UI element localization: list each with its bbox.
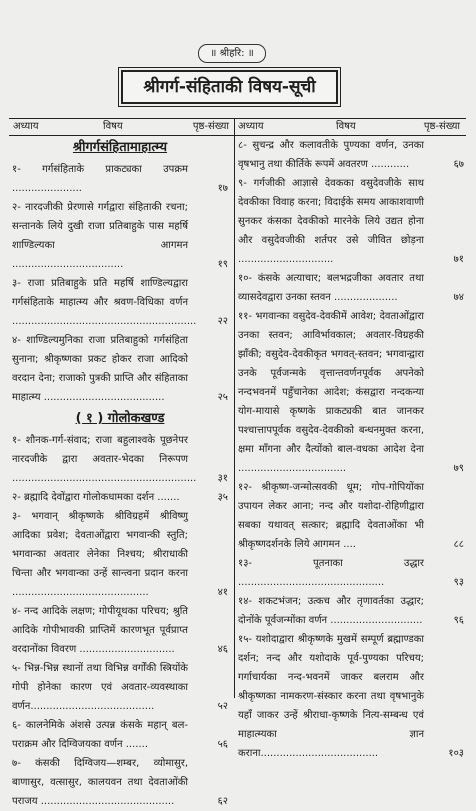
entry-text: ८- सुचन्द्र और कलावतीके पुण्यका वर्णन, उनका वृषभानु तथा कीर्तिके रूपमें अवतरण ............ [238,140,424,170]
chapter-column-label: अध्याय [238,121,264,132]
toc-entry [238,307,464,478]
entry-text: १०- कंसके अत्याचार; बलभद्रजीका अवतार तथा व्यासदेवद्वारा उनका स्तवन .................... [238,273,424,303]
left-column-header [9,118,235,136]
toc-entry [12,160,228,198]
entry-page-number: २५ [217,392,228,403]
toc-entry [12,331,228,407]
entry-text: ४- शाण्डिल्यमुनिका राजा प्रतिबाहुको गर्गसंहिता सुनाना; श्रीकृष्णका प्रकट होकर राजा आदिको वरदान देना; राजाको पुत्रकी प्राप्ति और संहिताका माहात्म्य ...................................... [12,335,188,403]
right-column [238,136,464,763]
entry-text: १४- शकटभंजन; उत्कच और तृणावर्तका उद्धार; दोनोंके पूर्वजन्मोंका वर्णन ............................. [238,596,424,626]
toc-entry [12,659,228,716]
entry-page-number: ६२ [217,796,228,807]
entry-page-number: ३१ [217,473,228,484]
entry-text: ९- गर्गजीकी आज्ञासे देवकका वसुदेवजीके साथ देवकीका विवाह करना; विदाईके समय आकाशवाणी सुनकर कंसका देवकीको मारनेके लिये उद्यत होना और वसुदेवजीकी शर्तपर उसे जीवित छोड़ना .............................. [238,178,424,265]
entry-text: २- नारदजीकी प्रेरणासे गर्गद्वारा संहिताकी रचना; सन्तानके लिये दुखी राजा प्रतिबाहुके पास महर्षि शाण्डिल्यका आगमन ................................... [12,202,188,270]
entry-text: २- ब्रह्मादि देवोंद्वारा गोलोकधामका दर्शन ....... [12,492,180,503]
toc-entry [238,136,464,174]
entry-page-number: ६७ [453,159,464,170]
toc-entry [238,478,464,554]
entry-page-number: १९ [217,259,228,270]
toc-entry [12,507,228,602]
entry-page-number: ५६ [217,739,228,750]
entry-text: १३- पूतनाका उद्धार .............................................. [238,558,424,588]
toc-entry [238,630,464,763]
entry-text: ३- राजा प्रतिबाहुके प्रति महर्षि शाण्डिल्यद्वारा गर्गसंहिताके माहात्म्य और श्रवण-विधिका वर्णन .......................................................... [12,278,197,327]
shri-hari-header: ॥ श्रीहरि: ॥ [198,44,266,63]
toc-entry [12,198,228,274]
entry-page-number: २२ [217,316,228,327]
entry-page-number: ३५ [217,492,228,503]
right-entries [238,136,464,763]
entry-page-number: ७१ [453,254,464,265]
entry-page-number: ४१ [217,587,228,598]
page-column-label: पृष्ठ-संख्या [192,121,229,132]
chapter-column-label: अध्याय [13,121,39,132]
entry-page-number: ९६ [453,615,464,626]
entry-page-number: ७४ [453,292,464,303]
entry-text: १- गर्गसंहिताके प्राकट्यका उपक्रम ...................... [12,164,188,194]
entry-page-number: १७ [217,183,228,194]
entry-text: ६- कालनेमिके अंशसे उत्पन्न कंसके महान् बल-पराक्रम और दिग्विजयका वर्णन ....... [12,720,188,750]
toc-entry [238,174,464,269]
entry-page-number: ७९ [453,463,464,474]
entry-text: ३- भगवान् श्रीकृष्णके श्रीविग्रहमें श्रीविष्णु आदिका प्रवेश; देवताओंद्वारा भगवान्की स्तुति; भगवान्का अवतार लेनेका निश्चय; श्रीराधाकी चिन्ता और भगवान्का उन्हें सान्त्वना प्रदान करना ........................................... [12,511,188,598]
toc-entry [238,554,464,592]
toc-entry [12,274,228,331]
left-column [12,136,228,811]
toc-entry [12,754,228,811]
entry-text: ५- भिन्न-भिन्न स्थानों तथा विभिन्न वर्गोंकी स्त्रियोंके गोपी होनेका कारण एवं अवतार-व्यवस्थाका वर्णन....................................... [12,663,188,712]
entry-page-number: ९३ [453,577,464,588]
toc-entry [12,602,228,659]
toc-entry [12,431,228,488]
entry-text: १२- श्रीकृष्ण-जन्मोत्सवकी धूम; गोप-गोपियोंका उपायन लेकर आना; नन्द और यशोदा-रोहिणीद्वारा सबका यथावत् सत्कार; ब्रह्मादि देवताओंका भी श्रीकृष्णदर्शनके लिये आगमन .... [238,482,424,550]
column-divider [234,118,235,698]
section-heading-mahatmya: श्रीगर्गसंहितामाहात्म्य [72,140,168,155]
golok-entries [12,431,228,811]
entry-text: ७- कंसकी दिग्विजय—शम्बर, व्योमासुर, बाणासुर, वत्सासुर, कालयवन तथा देवताओंकी पराजय .......................................... [12,758,188,807]
entry-page-number: ५२ [217,701,228,712]
entry-page-number: १०३ [448,748,464,759]
right-column-header [234,118,466,136]
entry-text: १५- यशोदाद्वारा श्रीकृष्णके मुखमें सम्पूर्ण ब्रह्माण्डका दर्शन; नन्द और यशोदाके पूर्व-पुण्यका परिचय; गर्गाचार्यका नन्द-भवनमें जाकर बलराम और श्रीकृष्णका नामकरण-संस्कार करना तथा वृषभानुके यहाँ जाकर उन्हें श्रीराधा-कृष्णके नित्य-सम्बन्ध एवं माहात्म्यका ज्ञान कराना..................................... [238,634,424,759]
subject-column-label: विषय [103,121,123,132]
page-title: श्रीगर्ग-संहिताकी विषय-सूची [121,70,338,104]
page-column-label: पृष्ठ-संख्या [423,121,460,132]
subject-column-label: विषय [336,121,356,132]
mahatmya-entries [12,160,228,407]
entry-text: ११- भगवान्का वसुदेव-देवकीमें आवेश; देवताओंद्वारा उनका स्तवन; आविर्भावकाल; अवतार-विग्रहकी झाँकी; वसुदेव-देवकीकृत भगवत्-स्तवन; भगवान्द्वारा उनके पूर्वजन्मके वृत्तान्तवर्णनपूर्वक अपनेको नन्दभवनमें पहुँचानेका आदेश; कंसद्वारा नन्दकन्या योग-मायासे कृष्णके प्राकट्यकी बात जानकर पश्चात्तापपूर्वक वसुदेव-देवकीको बन्धनमुक्त करना, क्षमा माँगना और दैत्योंको बाल-वधका आदेश देना .................................. [238,311,424,474]
toc-entry [238,592,464,630]
entry-text: १- शौनक-गर्ग-संवाद; राजा बहुलाश्वके पूछनेपर नारदजीके द्वारा अवतार-भेदका निरूपण .......................................................... [12,435,197,484]
entry-text: ४- नन्द आदिके लक्षण; गोपीयूथका परिचय; श्रुति आदिके गोपीभावकी प्राप्तिमें कारणभूत पूर्वप्राप्त वरदानोंका विवरण .............................. [12,606,188,655]
section-heading-golokkhand: ( १ ) गोलोकखण्ड [75,411,165,426]
toc-entry [12,488,228,507]
toc-entry [12,716,228,754]
toc-entry [238,269,464,307]
entry-page-number: ८८ [453,539,464,550]
entry-page-number: ४६ [217,644,228,655]
